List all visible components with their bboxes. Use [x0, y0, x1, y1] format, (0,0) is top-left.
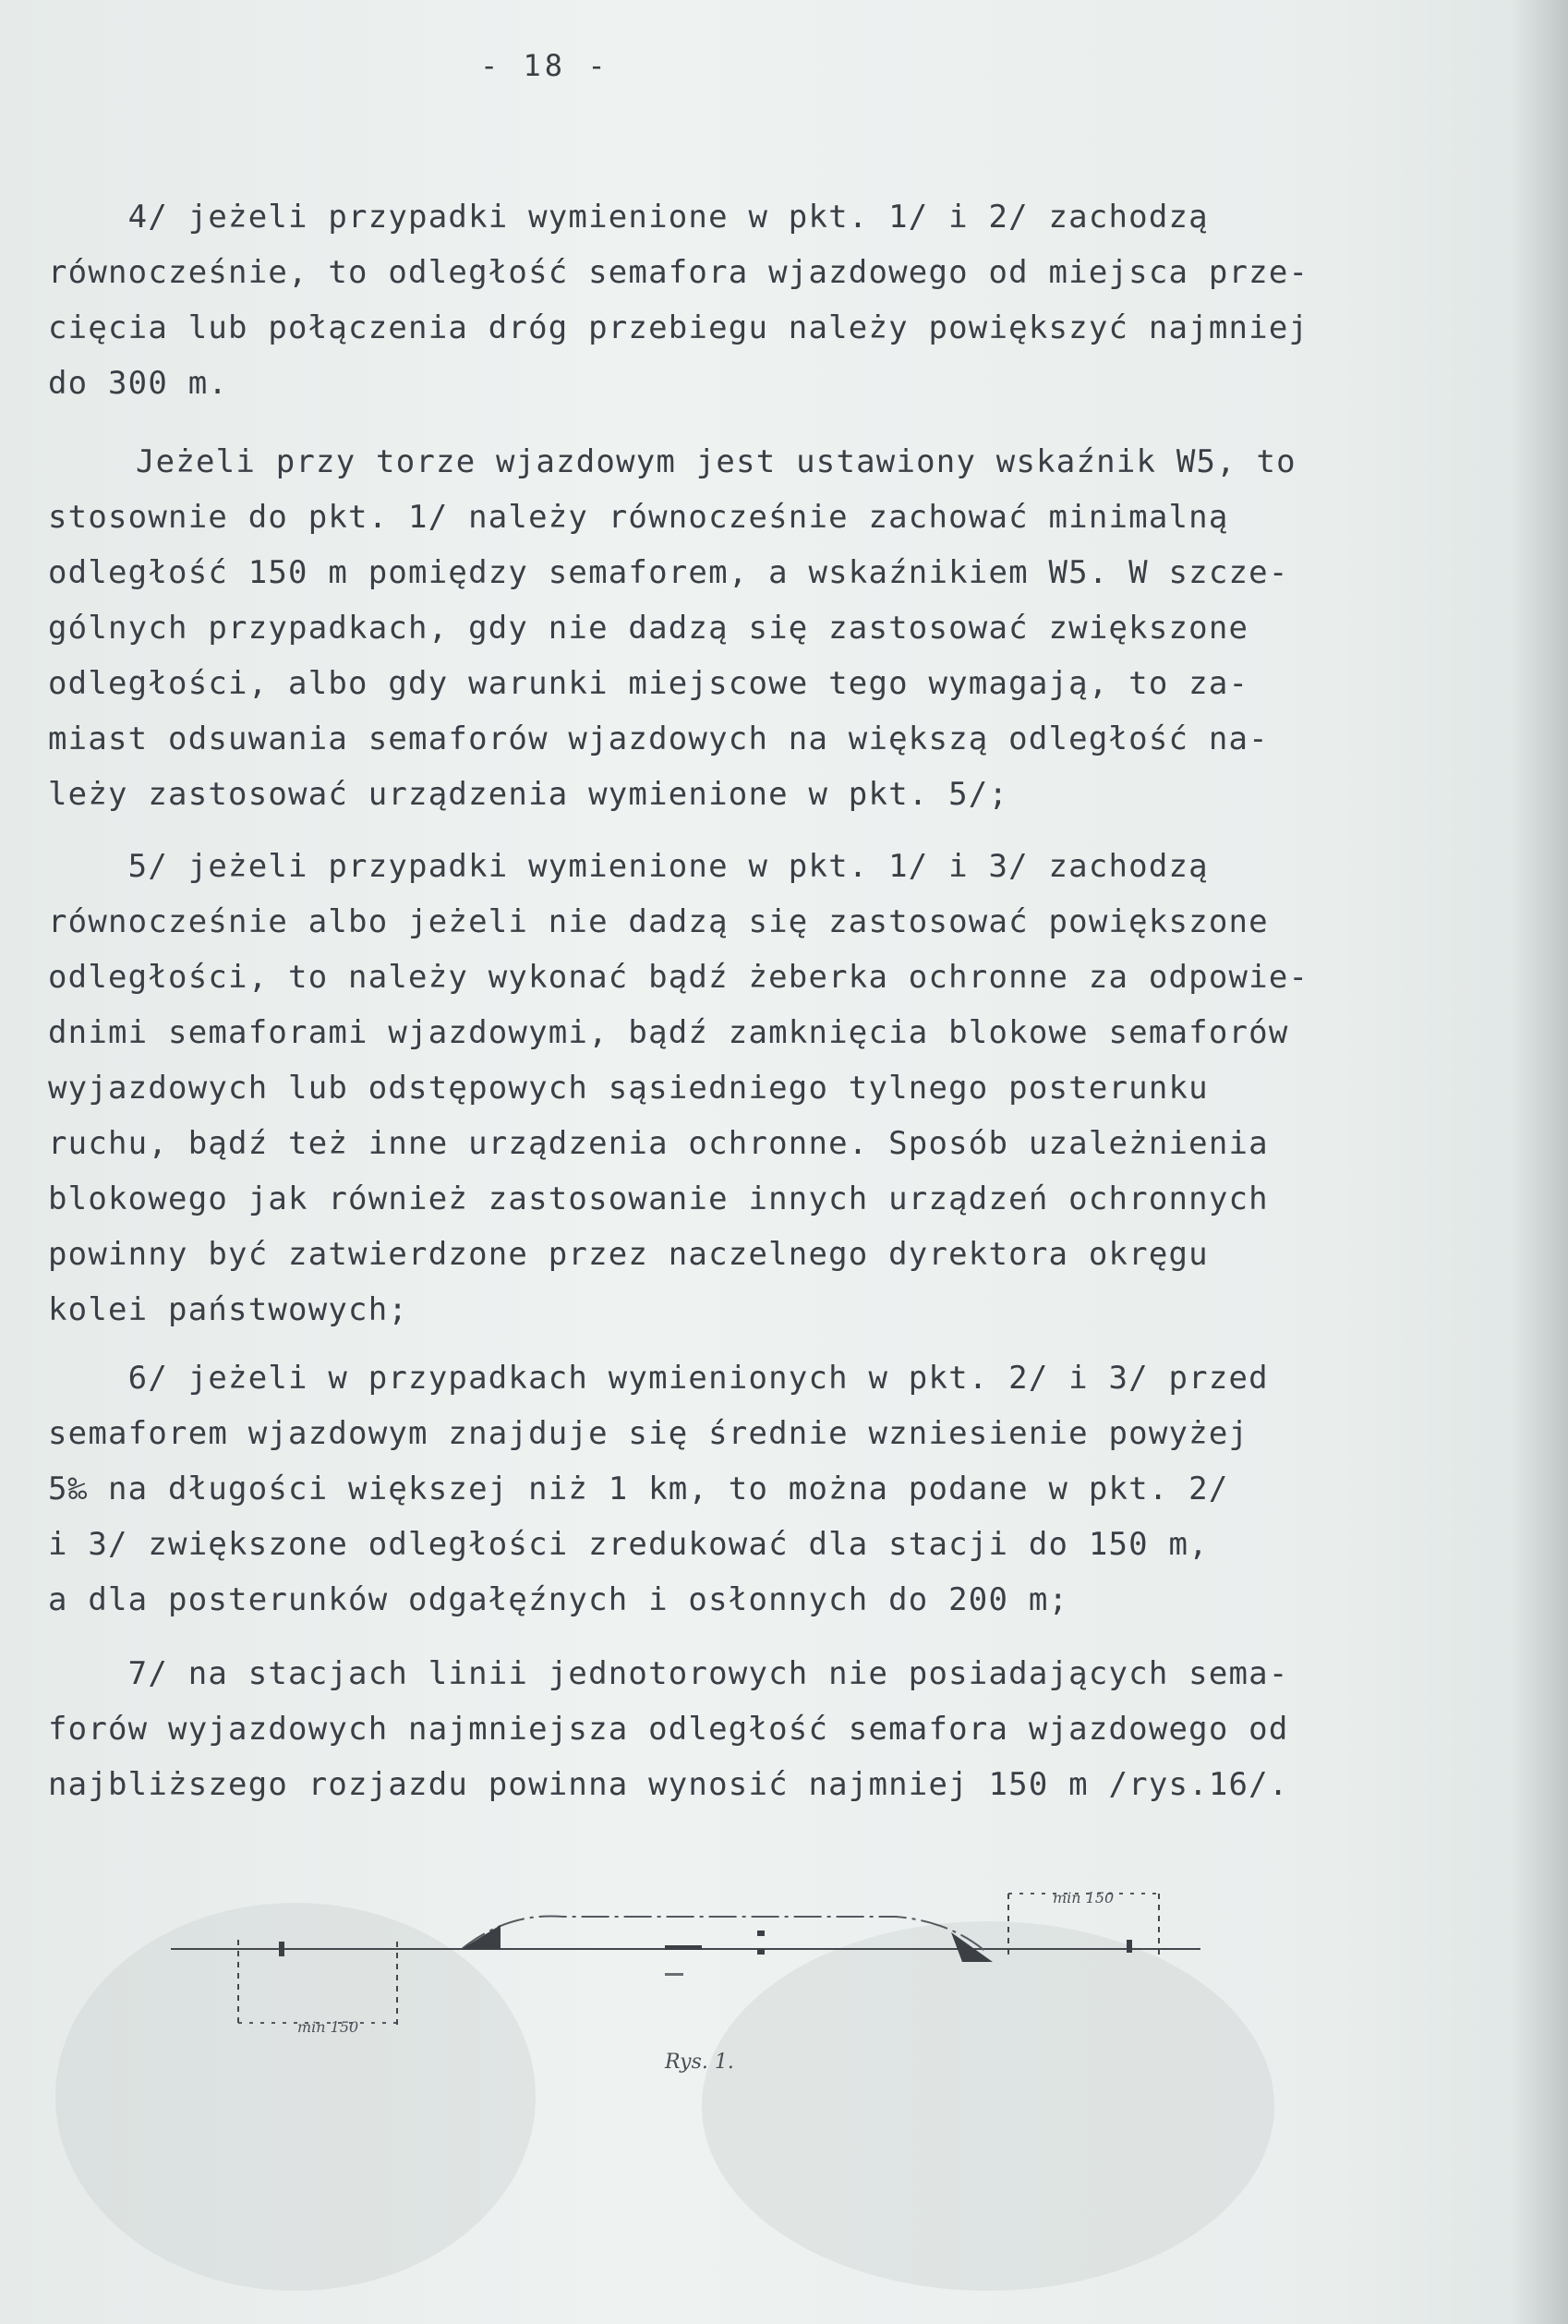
paragraph-item-7 [48, 1646, 1415, 1812]
platform-mark [757, 1949, 765, 1955]
right-signal-head [1127, 1940, 1132, 1953]
text-line: powinny być zatwierdzone przez naczelnego dyrektora okręgu [48, 1236, 1209, 1273]
platform-mark [665, 1945, 702, 1950]
text-line: dnimi semaforami wjazdowymi, bądź zamknięcia blokowe semaforów [48, 1014, 1289, 1051]
figure-caption: Rys. 1. [665, 2051, 734, 2074]
text-line: odległości, albo gdy warunki miejscowe tego wymagają, to za- [48, 665, 1249, 702]
text-line: równocześnie albo jeżeli nie dadzą się zastosować powiększone [48, 903, 1269, 940]
text-line: gólnych przypadkach, gdy nie dadzą się zastosować zwiększone [48, 610, 1249, 647]
main-track [157, 1884, 166, 2106]
text-line: 7/ na stacjach linii jednotorowych nie posiadających sema- [48, 1655, 1289, 1692]
text-line: ruchu, bądź też inne urządzenia ochronne. Sposób uzależnienia [48, 1125, 1269, 1162]
text-line: 6/ jeżeli w przypadkach wymienionych w pkt. 2/ i 3/ przed [48, 1360, 1269, 1397]
text-line: odległości, to należy wykonać bądź żeberka ochronne za odpowie- [48, 959, 1309, 996]
text-line: 5/ jeżeli przypadki wymienione w pkt. 1/ i 3/ zachodzą [48, 848, 1209, 885]
platform-mark [665, 1973, 683, 1976]
text-line: a dla posterunków odgałęźnych i osłonnych do 200 m; [48, 1581, 1069, 1618]
text-line: cięcia lub połączenia dróg przebiegu należy powiększyć najmniej [48, 309, 1309, 346]
text-line: semaforem wjazdowym znajduje się średnie wzniesienie powyżej [48, 1415, 1249, 1452]
siding-track [462, 1916, 988, 1954]
right-dimension-label: min 150 [1053, 1889, 1115, 1906]
page-edge-shadow [1513, 0, 1568, 2324]
page-number: - 18 - [480, 48, 609, 83]
text-line: miast odsuwania semaforów wjazdowych na większą odległość na- [48, 720, 1269, 757]
left-switch [462, 1925, 501, 1949]
left-signal-head [279, 1942, 284, 1956]
paragraph-w5-note [48, 434, 1415, 822]
text-line: 4/ jeżeli przypadki wymienione w pkt. 1/ i 2/ zachodzą [48, 199, 1209, 236]
paragraph-item-6 [48, 1350, 1415, 1628]
text-line: kolei państwowych; [48, 1291, 409, 1328]
text-line: wyjazdowych lub odstępowych sąsiedniego tylnego posterunku [48, 1070, 1209, 1107]
text-line: leży zastosować urządzenia wymienione w pkt. 5/; [48, 776, 1009, 813]
platform-mark [757, 1931, 765, 1936]
text-line: odległość 150 m pomiędzy semaforem, a wskaźnikiem W5. W szcze- [48, 554, 1289, 591]
text-line: do 300 m. [48, 365, 229, 402]
text-line: równocześnie, to odległość semafora wjazdowego od miejsca prze- [48, 254, 1309, 291]
text-line: Jeżeli przy torze wjazdowym jest ustawiony wskaźnik W5, to [136, 443, 1297, 480]
text-line: najbliższego rozjazdu powinna wynosić najmniej 150 m /rys.16/. [48, 1766, 1289, 1803]
text-line: stosownie do pkt. 1/ należy równocześnie zachować minimalną [48, 499, 1229, 536]
text-line: 5‰ na długości większej niż 1 km, to można podane w pkt. 2/ [48, 1471, 1229, 1507]
paragraph-item-5 [48, 839, 1415, 1338]
text-line: i 3/ zwiększone odległości zredukować dla stacji do 150 m, [48, 1526, 1209, 1563]
paragraph-item-4 [48, 189, 1415, 411]
right-switch [951, 1932, 993, 1962]
text-line: blokowego jak również zastosowanie innych urządzeń ochronnych [48, 1180, 1269, 1217]
left-dimension-label: min 150 [297, 2018, 359, 2036]
text-line: forów wyjazdowych najmniejsza odległość semafora wjazdowego od [48, 1711, 1289, 1748]
